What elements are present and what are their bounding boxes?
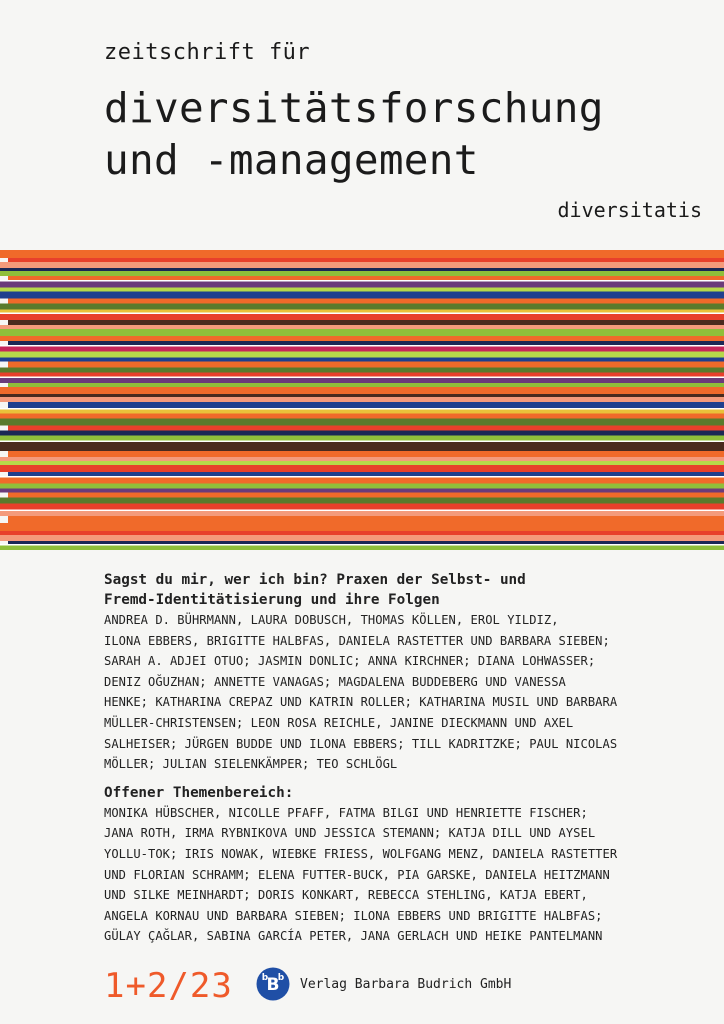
stripe xyxy=(0,288,724,292)
stripe xyxy=(0,414,724,419)
stripe xyxy=(0,410,724,414)
author-list xyxy=(104,610,704,775)
stripe-gap xyxy=(0,544,724,546)
stripe xyxy=(8,516,724,523)
svg-text:b: b xyxy=(261,973,269,983)
section-title: Offener Themenbereich: xyxy=(104,784,294,801)
author-line: ANDREA D. BÜHRMANN, LAURA DOBUSCH, THOMAS KÖLLEN, EROL YILDIZ, xyxy=(104,613,559,627)
stripe xyxy=(0,304,724,310)
stripe xyxy=(0,336,724,341)
stripe-gap xyxy=(0,280,724,282)
stripe xyxy=(0,498,724,504)
stripe xyxy=(8,472,724,476)
stripe xyxy=(0,465,724,472)
budrich-logo-icon xyxy=(256,967,290,1001)
author-line: MONIKA HÜBSCHER, NICOLLE PFAFF, FATMA BILGI UND HENRIETTE FISCHER; xyxy=(104,805,588,820)
issue-number: 1+2/23 xyxy=(104,966,233,1006)
stripe xyxy=(0,489,724,493)
stripe xyxy=(0,511,724,516)
author-line: MÖLLER; JULIAN SIELENKÄMPER; TEO SCHLÖGL xyxy=(104,757,398,772)
section-title-line: Sagst du mir, wer ich bin? Praxen der Selbst- und xyxy=(104,572,526,588)
author-line: YOLLU-TOK; IRIS NOWAK, WIEBKE FRIESS, WOLFGANG MENZ, DANIELA RASTETTER xyxy=(104,846,618,861)
stripe-artwork xyxy=(0,250,724,550)
stripe xyxy=(0,442,724,451)
stripe xyxy=(0,378,724,383)
stripe xyxy=(0,325,724,329)
journal-title-line: und -management xyxy=(104,136,479,184)
svg-text:b: b xyxy=(277,973,285,983)
stripe-gap xyxy=(0,441,724,443)
stripe xyxy=(8,426,724,431)
section-title xyxy=(104,570,704,610)
stripe-gap xyxy=(0,313,724,315)
stripe xyxy=(8,320,724,325)
section-title-line: Fremd-Identitätisierung und ihre Folgen xyxy=(104,592,440,608)
stripe xyxy=(0,310,724,313)
stripe-gap xyxy=(0,377,724,379)
author-line: SARAH A. ADJEI OTUO; JASMIN DONLIC; ANNA KIRCHNER; DIANA LOHWASSER; xyxy=(104,654,596,669)
section-main-topic xyxy=(104,570,704,775)
author-line: SALHEISER; JÜRGEN BUDDE UND ILONA EBBERS; TILL KADRITZKE; PAUL NICOLAS xyxy=(104,736,618,751)
stripe xyxy=(0,352,724,358)
author-line: UND FLORIAN SCHRAMM; ELENA FUTTER-BUCK, PIA GARSKE, DANIELA HEITZMANN xyxy=(104,867,610,882)
stripe xyxy=(8,299,724,304)
author-list xyxy=(104,803,704,947)
stripe xyxy=(0,504,724,510)
journal-title xyxy=(104,82,604,186)
publisher-name: Verlag Barbara Budrich GmbH xyxy=(300,977,512,992)
author-line: GÜLAY ÇAĞLAR, SABINA GARCÍA PETER, JANA GERLACH UND HEIKE PANTELMANN xyxy=(104,929,603,944)
stripe-gap xyxy=(0,408,724,410)
stripe xyxy=(0,314,724,320)
stripe xyxy=(0,478,724,484)
author-line: JANA ROTH, IRMA RYBNIKOVA UND JESSICA STEMANN; KATJA DILL UND AYSEL xyxy=(104,826,596,841)
stripe xyxy=(0,387,724,394)
stripe xyxy=(0,329,724,336)
section-open-topics xyxy=(104,783,704,947)
stripe xyxy=(8,341,724,345)
stripe xyxy=(0,397,724,402)
stripe xyxy=(0,484,724,489)
stripe xyxy=(0,250,724,258)
stripe xyxy=(0,282,724,288)
stripe xyxy=(8,493,724,498)
stripe xyxy=(0,535,724,541)
author-line: ANGELA KORNAU UND BARBARA SIEBEN; ILONA EBBERS UND BRIGITTE HALBFAS; xyxy=(104,908,603,923)
author-line: MÜLLER-CHRISTENSEN; LEON ROSA REICHLE, JANINE DIECKMANN UND AXEL xyxy=(104,715,574,730)
stripe-gap xyxy=(0,510,724,512)
journal-title-line: diversitätsforschung xyxy=(104,84,604,132)
author-line: ILONA EBBERS, BRIGITTE HALBFAS, DANIELA RASTETTER UND BARBARA SIEBEN; xyxy=(104,633,610,648)
stripe xyxy=(8,258,724,262)
author-line: UND SILKE MEINHARDT; DORIS KONKART, REBECCA STEHLING, KATJA EBERT, xyxy=(104,888,588,903)
author-line: HENKE; KATHARINA CREPAZ UND KATRIN ROLLER; KATHARINA MUSIL UND BARBARA xyxy=(104,695,618,710)
stripe xyxy=(0,419,724,426)
stripe xyxy=(0,358,724,362)
stripe xyxy=(0,268,724,271)
stripe xyxy=(0,262,724,268)
author-line: DENIZ OĞUZHAN; ANNETTE VANAGAS; MAGDALENA BUDDEBERG UND VANESSA xyxy=(104,674,566,689)
stripe xyxy=(0,347,724,352)
stripe xyxy=(8,383,724,387)
stripe xyxy=(0,457,724,461)
stripe xyxy=(0,523,724,531)
stripe xyxy=(0,461,724,465)
stripe xyxy=(0,546,724,551)
journal-subtitle: zeitschrift für xyxy=(104,40,311,65)
stripe-gap xyxy=(0,345,724,347)
stripe xyxy=(0,271,724,276)
svg-text:B: B xyxy=(266,975,280,995)
stripe xyxy=(0,431,724,436)
stripe xyxy=(0,373,724,377)
table-of-contents xyxy=(104,570,704,947)
stripe xyxy=(8,451,724,457)
stripe xyxy=(8,402,724,408)
series-name: diversitatis xyxy=(557,198,702,222)
stripe xyxy=(8,541,724,544)
stripe xyxy=(0,292,724,299)
stripe xyxy=(0,531,724,535)
stripe xyxy=(0,436,724,441)
stripe xyxy=(0,368,724,373)
stripe xyxy=(8,276,724,280)
stripe-gap xyxy=(0,476,724,478)
stripe xyxy=(8,362,724,368)
stripe xyxy=(0,394,724,397)
